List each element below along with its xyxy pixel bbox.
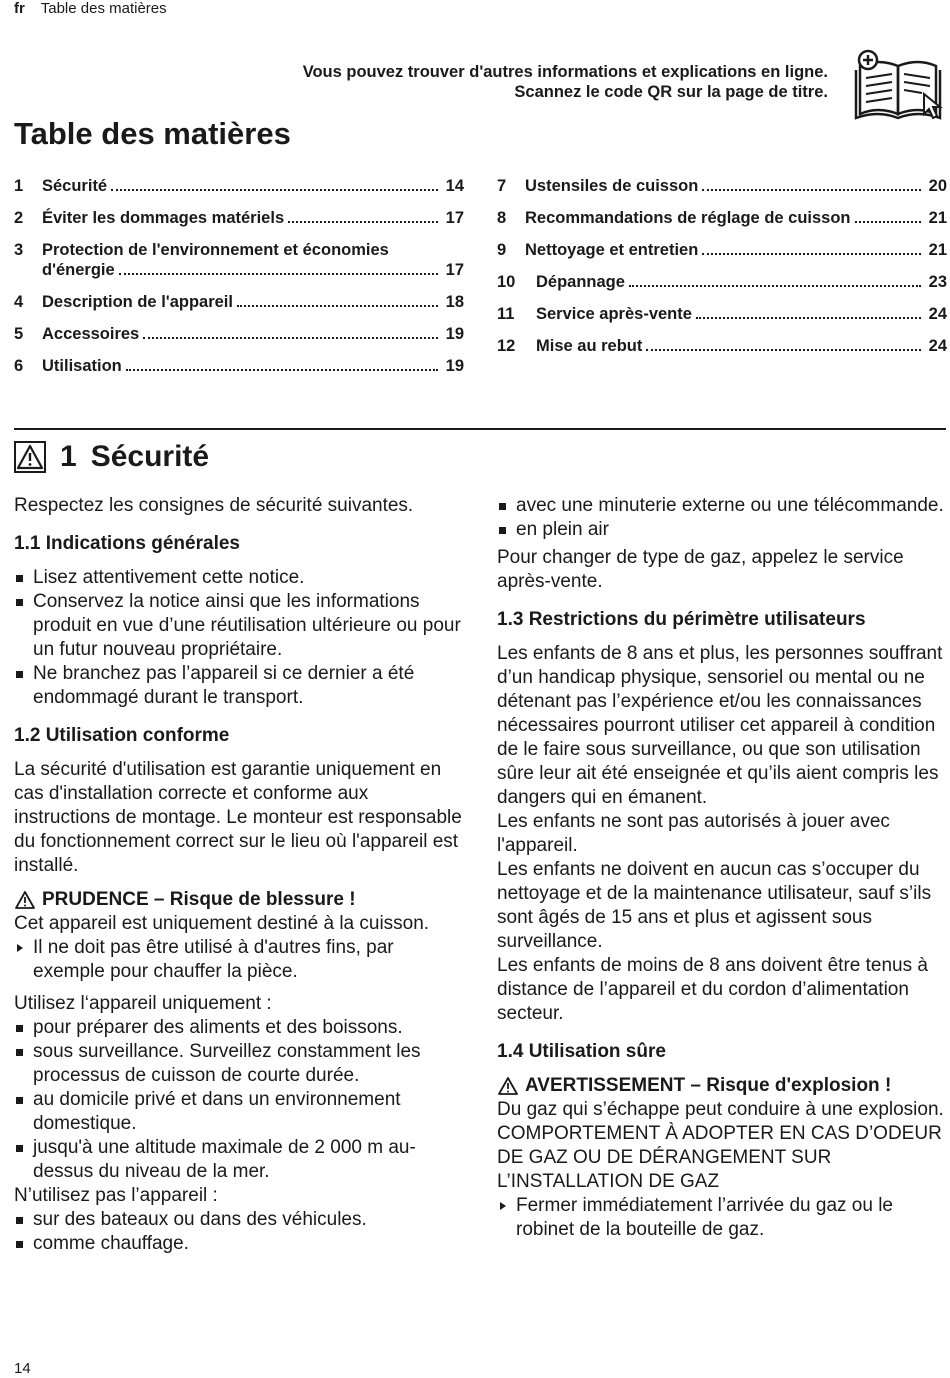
step-item: Fermer immédiatement l’arrivée du gaz ou le robinet de la bouteille de gaz. — [497, 1194, 947, 1242]
toc-entry[interactable] — [497, 176, 947, 196]
restrictions-paragraph: Les enfants de moins de 8 ans doivent être tenus à distance de l’appareil et du cordon d’alimentation secteur. — [497, 955, 928, 1024]
toc-page: 19 — [445, 357, 464, 375]
warning-steps — [497, 1194, 947, 1242]
toc-entry[interactable] — [14, 176, 464, 196]
list-item: Ne branchez pas l’appareil si ce dernier a été endommagé durant le transport. — [14, 662, 464, 710]
toc-page: 18 — [445, 293, 464, 311]
toc-leader — [237, 305, 438, 307]
language-code: fr — [14, 0, 25, 17]
section-heading — [14, 440, 209, 474]
toc-entry[interactable] — [497, 336, 947, 356]
toc-leader — [143, 337, 438, 339]
toc-number: 10 — [497, 273, 516, 291]
toc-leader — [696, 317, 921, 319]
page-header — [14, 0, 167, 17]
toc-label: Description de l'appareil — [42, 293, 233, 311]
toc-label: d'énergie — [42, 261, 115, 279]
toc-page: 23 — [928, 273, 947, 291]
toc-entry[interactable] — [14, 356, 464, 376]
caution-steps — [14, 936, 464, 984]
toc-label: Accessoires — [42, 325, 140, 343]
list-item: Conservez la notice ainsi que les informations produit en vue d’une réutilisation ultérieure ou pour un futur nouveau propriétaire. — [14, 590, 464, 662]
list-item: au domicile privé et dans un environnement domestique. — [14, 1088, 464, 1136]
list-item: jusqu'à une altitude maximale de 2 000 m au-dessus du niveau de la mer. — [14, 1136, 464, 1184]
restrictions-paragraph: Les enfants ne sont pas autorisés à jouer avec l'appareil. — [497, 811, 890, 856]
list-item: avec une minuterie externe ou une télécommande. — [497, 494, 947, 518]
toc-page: 17 — [445, 261, 464, 279]
warning-triangle-icon — [14, 890, 36, 910]
toc-page: 21 — [928, 209, 947, 227]
toc-leader — [126, 369, 438, 371]
toc-page: 14 — [445, 177, 464, 195]
toc-number: 11 — [497, 305, 515, 323]
caution-heading — [14, 888, 464, 912]
no-use-list — [14, 1208, 464, 1256]
toc-leader — [646, 349, 921, 351]
toc-label: Utilisation — [42, 357, 122, 375]
usage-paragraph: La sécurité d'utilisation est garantie uniquement en cas d'installation correcte et conforme aux instructions de montage. Le monteur est responsable du fonctionnement correct sur le lieu où l'appareil est installé. — [14, 759, 462, 876]
toc-page: 17 — [445, 209, 464, 227]
toc-label: Mise au rebut — [536, 337, 643, 355]
list-item: sur des bateaux ou dans des véhicules. — [14, 1208, 464, 1232]
left-column — [14, 494, 464, 1256]
caution-text: Cet appareil est uniquement destiné à la cuisson. — [14, 913, 430, 934]
gas-change-text: Pour changer de type de gaz, appelez le service après-vente. — [497, 547, 904, 592]
warning-title: AVERTISSEMENT – Risque d'explosion ! — [525, 1075, 892, 1096]
toc-leader — [629, 285, 921, 287]
toc-number: 5 — [14, 325, 24, 343]
toc-label: Sécurité — [42, 177, 108, 195]
toc-entry[interactable] — [14, 208, 464, 228]
list-item: sous surveillance. Surveillez constamment les processus de cuisson de courte durée. — [14, 1040, 464, 1088]
toc-number: 9 — [497, 241, 507, 259]
toc-leader — [702, 189, 921, 191]
toc-number: 8 — [497, 209, 507, 227]
section-number: 1 — [60, 440, 77, 473]
use-intro: Utilisez l‘appareil uniquement : — [14, 993, 272, 1014]
toc-label: Éviter les dommages matériels — [42, 209, 285, 227]
toc-entry[interactable] — [14, 240, 464, 280]
intro-text: Respectez les consignes de sécurité suivantes. — [14, 495, 414, 516]
toc-leader — [111, 189, 438, 191]
toc-entry[interactable] — [14, 324, 464, 344]
toc-leader — [702, 253, 921, 255]
toc-label: Recommandations de réglage de cuisson — [525, 209, 851, 227]
step-item: Il ne doit pas être utilisé à d'autres fins, par exemple pour chauffer la pièce. — [14, 936, 464, 984]
list-item: comme chauffage. — [14, 1232, 464, 1256]
toc-entry[interactable] — [497, 240, 947, 260]
toc-entry[interactable] — [14, 292, 464, 312]
right-column — [497, 494, 947, 1242]
toc-page: 21 — [928, 241, 947, 259]
page-title: Table des matières — [14, 116, 291, 151]
toc-leader — [855, 221, 921, 223]
restrictions-paragraph: Les enfants ne doivent en aucun cas s’occuper du nettoyage et de la maintenance utilisateur, sauf s’ils sont âgés de 15 ans et plus et agissent sous surveillance. — [497, 859, 932, 952]
toc-number: 4 — [14, 293, 24, 311]
caution-title: PRUDENCE – Risque de blessure ! — [42, 889, 356, 910]
no-use-intro: N’utilisez pas l’appareil : — [14, 1185, 218, 1206]
toc-page: 24 — [928, 305, 947, 323]
toc-left-column — [14, 176, 464, 388]
heading-1-4: 1.4 Utilisation sûre — [497, 1041, 666, 1062]
warning-triangle-icon — [14, 441, 46, 473]
toc-leader — [119, 273, 438, 275]
toc-page: 24 — [928, 337, 947, 355]
warning-text: Du gaz qui s’échappe peut conduire à une explosion. — [497, 1099, 944, 1120]
warning-heading — [497, 1074, 947, 1098]
toc-number: 3 — [14, 241, 24, 259]
toc-label: Dépannage — [536, 273, 625, 291]
toc-number: 6 — [14, 357, 24, 375]
toc-label-line1: Protection de l'environnement et économies — [42, 241, 389, 259]
page-number: 14 — [14, 1360, 31, 1377]
list-item: en plein air — [497, 518, 947, 542]
no-use-list-continued — [497, 494, 947, 542]
online-info-note: Vous pouvez trouver d'autres informations et explications en ligne. Scannez le code QR sur la page de titre. — [302, 63, 828, 101]
toc-entry[interactable] — [497, 208, 947, 228]
toc-page: 19 — [445, 325, 464, 343]
toc-number: 12 — [497, 337, 516, 355]
toc-number: 7 — [497, 177, 507, 195]
heading-1-1: 1.1 Indications générales — [14, 533, 240, 554]
heading-1-2: 1.2 Utilisation conforme — [14, 725, 230, 746]
list-item: pour préparer des aliments et des boissons. — [14, 1016, 464, 1040]
toc-entry[interactable] — [497, 272, 947, 292]
section-title: Sécurité — [90, 440, 210, 473]
use-list — [14, 1016, 464, 1184]
toc-label: Nettoyage et entretien — [525, 241, 699, 259]
toc-label: Ustensiles de cuisson — [525, 177, 699, 195]
toc-page: 20 — [928, 177, 947, 195]
toc-number: 1 — [14, 177, 24, 195]
warning-triangle-icon — [497, 1076, 519, 1096]
heading-1-3: 1.3 Restrictions du périmètre utilisateurs — [497, 609, 866, 630]
toc-entry[interactable] — [497, 304, 947, 324]
list-item: Lisez attentivement cette notice. — [14, 566, 464, 590]
toc-leader — [288, 221, 438, 223]
toc-right-column — [497, 176, 947, 368]
section-divider — [14, 428, 946, 430]
warning-caps-text: COMPORTEMENT À ADOPTER EN CAS D’ODEUR DE GAZ OU DE DÉRANGEMENT SUR L’INSTALLATION DE GAZ — [497, 1123, 942, 1192]
restrictions-paragraph: Les enfants de 8 ans et plus, les personnes souffrant d’un handicap physique, sensoriel ou mental ou ne détenant pas l’expérience et/ou les connaissances nécessaires pourront utiliser cet appareil à condition de le faire sous surveillance, ou que son utilisation sûre leur ait été enseignée et qu’ils aient compris les dangers qui en émanent. — [497, 643, 943, 808]
general-list — [14, 566, 464, 710]
toc-number: 2 — [14, 209, 24, 227]
toc-label: Service après-vente — [536, 305, 692, 323]
header-section: Table des matières — [40, 0, 167, 17]
book-plus-icon — [852, 48, 944, 120]
